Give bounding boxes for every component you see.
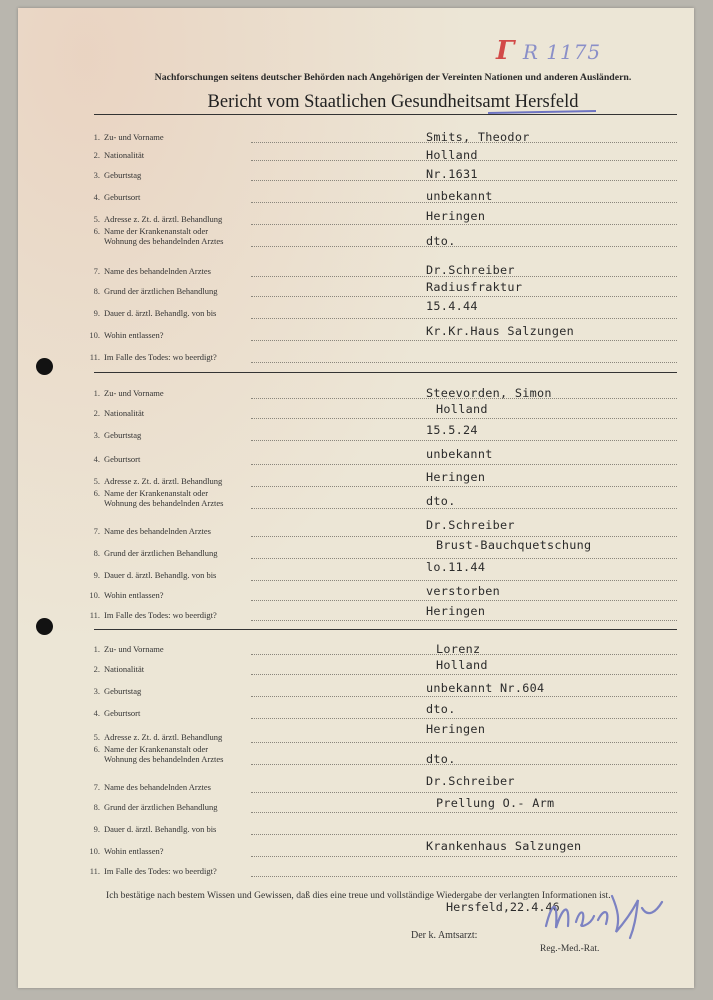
dotted-leader-line [251, 318, 677, 319]
value-duration: 15.4.44 [426, 299, 478, 313]
divider [94, 372, 677, 373]
form-row [18, 839, 694, 862]
dotted-leader-line [251, 486, 677, 487]
form-row [18, 402, 694, 424]
form-row [18, 299, 694, 324]
item-number: 7. [93, 266, 100, 276]
item-number: 9. [93, 824, 100, 834]
dotted-leader-line [251, 440, 677, 441]
value-doctor: Dr.Schreiber [426, 774, 515, 788]
label-nationality: Nationalität [104, 150, 145, 160]
value-doctor: Dr.Schreiber [426, 518, 515, 532]
document-page [18, 8, 694, 988]
item-number: 8. [93, 802, 100, 812]
record-block-1 [18, 122, 694, 372]
value-institution: dto. [426, 494, 456, 508]
item-number: 6. [93, 226, 100, 236]
dotted-leader-line [251, 834, 677, 835]
label-duration: Dauer d. ärztl. Behandlg. von bis [104, 570, 217, 580]
label-doctor: Name des behandelnden Arztes [104, 266, 211, 276]
label-birthplace: Geburtsort [104, 708, 141, 718]
value-nationality: Holland [436, 658, 488, 672]
value-discharged: Kr.Kr.Haus Salzungen [426, 324, 575, 338]
value-birthplace: dto. [426, 702, 456, 716]
header-line: Nachforschungen seitens deutscher Behörden nach Angehörigen der Vereinten Nationen und anderen Ausländern. [154, 72, 632, 83]
label-institution-2: Wohnung des behandelnden Arztes [104, 236, 224, 246]
dotted-leader-line [251, 620, 677, 621]
dotted-leader-line [251, 792, 677, 793]
form-row [18, 658, 694, 680]
item-number: 3. [93, 430, 100, 440]
dotted-leader-line [251, 718, 677, 719]
item-number: 1. [93, 132, 100, 142]
value-doctor: Dr.Schreiber [426, 263, 515, 277]
value-reason: Radiusfraktur [426, 280, 523, 294]
value-institution: dto. [426, 752, 456, 766]
form-row [18, 702, 694, 724]
label-institution: Name der Krankenanstalt oder [104, 226, 209, 236]
dotted-leader-line [251, 558, 677, 559]
item-number: 3. [93, 170, 100, 180]
form-row [18, 263, 694, 282]
label-reason: Grund der ärztlichen Behandlung [104, 548, 218, 558]
dotted-leader-line [251, 536, 677, 537]
item-number: 5. [93, 476, 100, 486]
label-address: Adresse z. Zt. d. ärztl. Behandlung [104, 476, 223, 486]
item-number: 11. [89, 352, 100, 362]
form-row [18, 280, 694, 302]
value-name: Smits, Theodor [426, 130, 530, 144]
dotted-leader-line [251, 508, 677, 509]
value-birthplace: unbekannt [426, 447, 493, 461]
certification-statement: Ich bestätige nach bestem Wissen und Gewissen, daß dies eine treue und vollständige Wiedergabe der verlangten Informationen ist. [106, 890, 611, 901]
label-institution-2: Wohnung des behandelnden Arztes [104, 754, 224, 764]
label-discharged: Wohin entlassen? [104, 846, 164, 856]
dotted-leader-line [251, 464, 677, 465]
label-name: Zu- und Vorname [104, 644, 164, 654]
dotted-leader-line [251, 224, 677, 225]
dotted-leader-line [251, 696, 677, 697]
value-name: Lorenz [436, 642, 481, 656]
label-birthdate: Geburtstag [104, 686, 142, 696]
label-discharged: Wohin entlassen? [104, 330, 164, 340]
item-number: 10. [89, 846, 100, 856]
label-reason: Grund der ärztlichen Behandlung [104, 286, 218, 296]
item-number: 1. [93, 644, 100, 654]
label-reason: Grund der ärztlichen Behandlung [104, 802, 218, 812]
item-number: 4. [93, 192, 100, 202]
archive-number: R 1175 [522, 40, 602, 64]
label-duration: Dauer d. ärztl. Behandlg. von bis [104, 308, 217, 318]
item-number: 8. [93, 286, 100, 296]
form-row [18, 226, 694, 248]
item-number: 2. [93, 408, 100, 418]
value-institution: dto. [426, 234, 456, 248]
form-row [18, 681, 694, 702]
item-number: 7. [93, 782, 100, 792]
label-doctor: Name des behandelnden Arztes [104, 526, 211, 536]
item-number: 6. [93, 744, 100, 754]
signer-title: Der k. Amtsarzt: [411, 930, 478, 941]
dotted-leader-line [251, 418, 677, 419]
item-number: 11. [89, 866, 100, 876]
item-number: 2. [93, 664, 100, 674]
form-row [18, 538, 694, 564]
item-number: 9. [93, 308, 100, 318]
label-address: Adresse z. Zt. d. ärztl. Behandlung [104, 732, 223, 742]
form-row [18, 423, 694, 446]
dotted-leader-line [251, 362, 677, 363]
label-nationality: Nationalität [104, 408, 145, 418]
dotted-leader-line [251, 876, 677, 877]
value-reason: Brust-Bauchquetschung [436, 538, 592, 552]
item-number: 10. [89, 590, 100, 600]
label-institution: Name der Krankenanstalt oder [104, 488, 209, 498]
item-number: 7. [93, 526, 100, 536]
value-address: Heringen [426, 722, 486, 736]
item-number: 6. [93, 488, 100, 498]
dotted-leader-line [251, 580, 677, 581]
handwritten-signature [538, 888, 688, 940]
item-number: 1. [93, 388, 100, 398]
item-number: 10. [89, 330, 100, 340]
label-name: Zu- und Vorname [104, 132, 164, 142]
value-buried: Heringen [426, 604, 486, 618]
value-address: Heringen [426, 470, 486, 484]
value-address: Heringen [426, 209, 486, 223]
form-row [18, 324, 694, 346]
dotted-leader-line [251, 812, 677, 813]
label-buried: Im Falle des Todes: wo beerdigt? [104, 352, 217, 362]
value-birthdate: unbekannt Nr.604 [426, 681, 545, 695]
punch-hole [36, 358, 53, 375]
label-institution: Name der Krankenanstalt oder [104, 744, 209, 754]
signer-rank: Reg.-Med.-Rat. [540, 944, 600, 954]
punch-hole [36, 618, 53, 635]
record-block-2 [18, 380, 694, 630]
label-birthplace: Geburtsort [104, 454, 141, 464]
archive-annotation [496, 36, 601, 66]
value-discharged: Krankenhaus Salzungen [426, 839, 582, 853]
value-name: Steevorden, Simon [426, 386, 552, 400]
record-block-3 [18, 636, 694, 886]
dotted-leader-line [251, 340, 677, 341]
label-nationality: Nationalität [104, 664, 145, 674]
form-row [18, 584, 694, 606]
form-row [18, 388, 694, 404]
form-row [18, 824, 694, 840]
item-number: 11. [89, 610, 100, 620]
form-row [18, 774, 694, 798]
label-buried: Im Falle des Todes: wo beerdigt? [104, 866, 217, 876]
item-number: 4. [93, 708, 100, 718]
form-row [18, 352, 694, 368]
value-birthdate: 15.5.24 [426, 423, 478, 437]
value-nationality: Holland [426, 148, 478, 162]
dotted-leader-line [251, 246, 677, 247]
form-row [18, 866, 694, 882]
item-number: 5. [93, 214, 100, 224]
label-discharged: Wohin entlassen? [104, 590, 164, 600]
form-row [18, 518, 694, 542]
label-birthdate: Geburtstag [104, 430, 142, 440]
item-number: 2. [93, 150, 100, 160]
form-row [18, 744, 694, 766]
dotted-leader-line [251, 764, 677, 765]
page-title: Bericht vom Staatlichen Gesundheitsamt Hersfeld [207, 92, 579, 112]
value-nationality: Holland [436, 402, 488, 416]
label-name: Zu- und Vorname [104, 388, 164, 398]
value-reason: Prellung O.- Arm [436, 796, 555, 810]
form-row [18, 189, 694, 208]
value-birthplace: unbekannt [426, 189, 493, 203]
item-number: 3. [93, 686, 100, 696]
divider [94, 114, 677, 115]
form-row [18, 560, 694, 586]
label-institution-2: Wohnung des behandelnden Arztes [104, 498, 224, 508]
item-number: 8. [93, 548, 100, 558]
label-address: Adresse z. Zt. d. ärztl. Behandlung [104, 214, 223, 224]
dotted-leader-line [251, 674, 677, 675]
label-buried: Im Falle des Todes: wo beerdigt? [104, 610, 217, 620]
label-doctor: Name des behandelnden Arztes [104, 782, 211, 792]
item-number: 4. [93, 454, 100, 464]
form-row [18, 150, 694, 166]
label-birthdate: Geburtstag [104, 170, 142, 180]
dotted-leader-line [251, 296, 677, 297]
dotted-leader-line [251, 742, 677, 743]
red-mark: Γ [496, 36, 516, 66]
item-number: 5. [93, 732, 100, 742]
label-birthplace: Geburtsort [104, 192, 141, 202]
dotted-leader-line [251, 856, 677, 857]
form-row [18, 132, 694, 148]
form-row [18, 488, 694, 508]
value-birthdate: Nr.1631 [426, 167, 478, 181]
form-row [18, 167, 694, 186]
value-discharged: verstorben [426, 584, 501, 598]
dotted-leader-line [251, 600, 677, 601]
form-row [18, 796, 694, 818]
item-number: 9. [93, 570, 100, 580]
label-duration: Dauer d. ärztl. Behandlg. von bis [104, 824, 217, 834]
form-row [18, 447, 694, 470]
form-row [18, 644, 694, 660]
form-row [18, 604, 694, 626]
value-duration: lo.11.44 [426, 560, 486, 574]
place-date: Hersfeld,22.4.46 [446, 900, 560, 914]
